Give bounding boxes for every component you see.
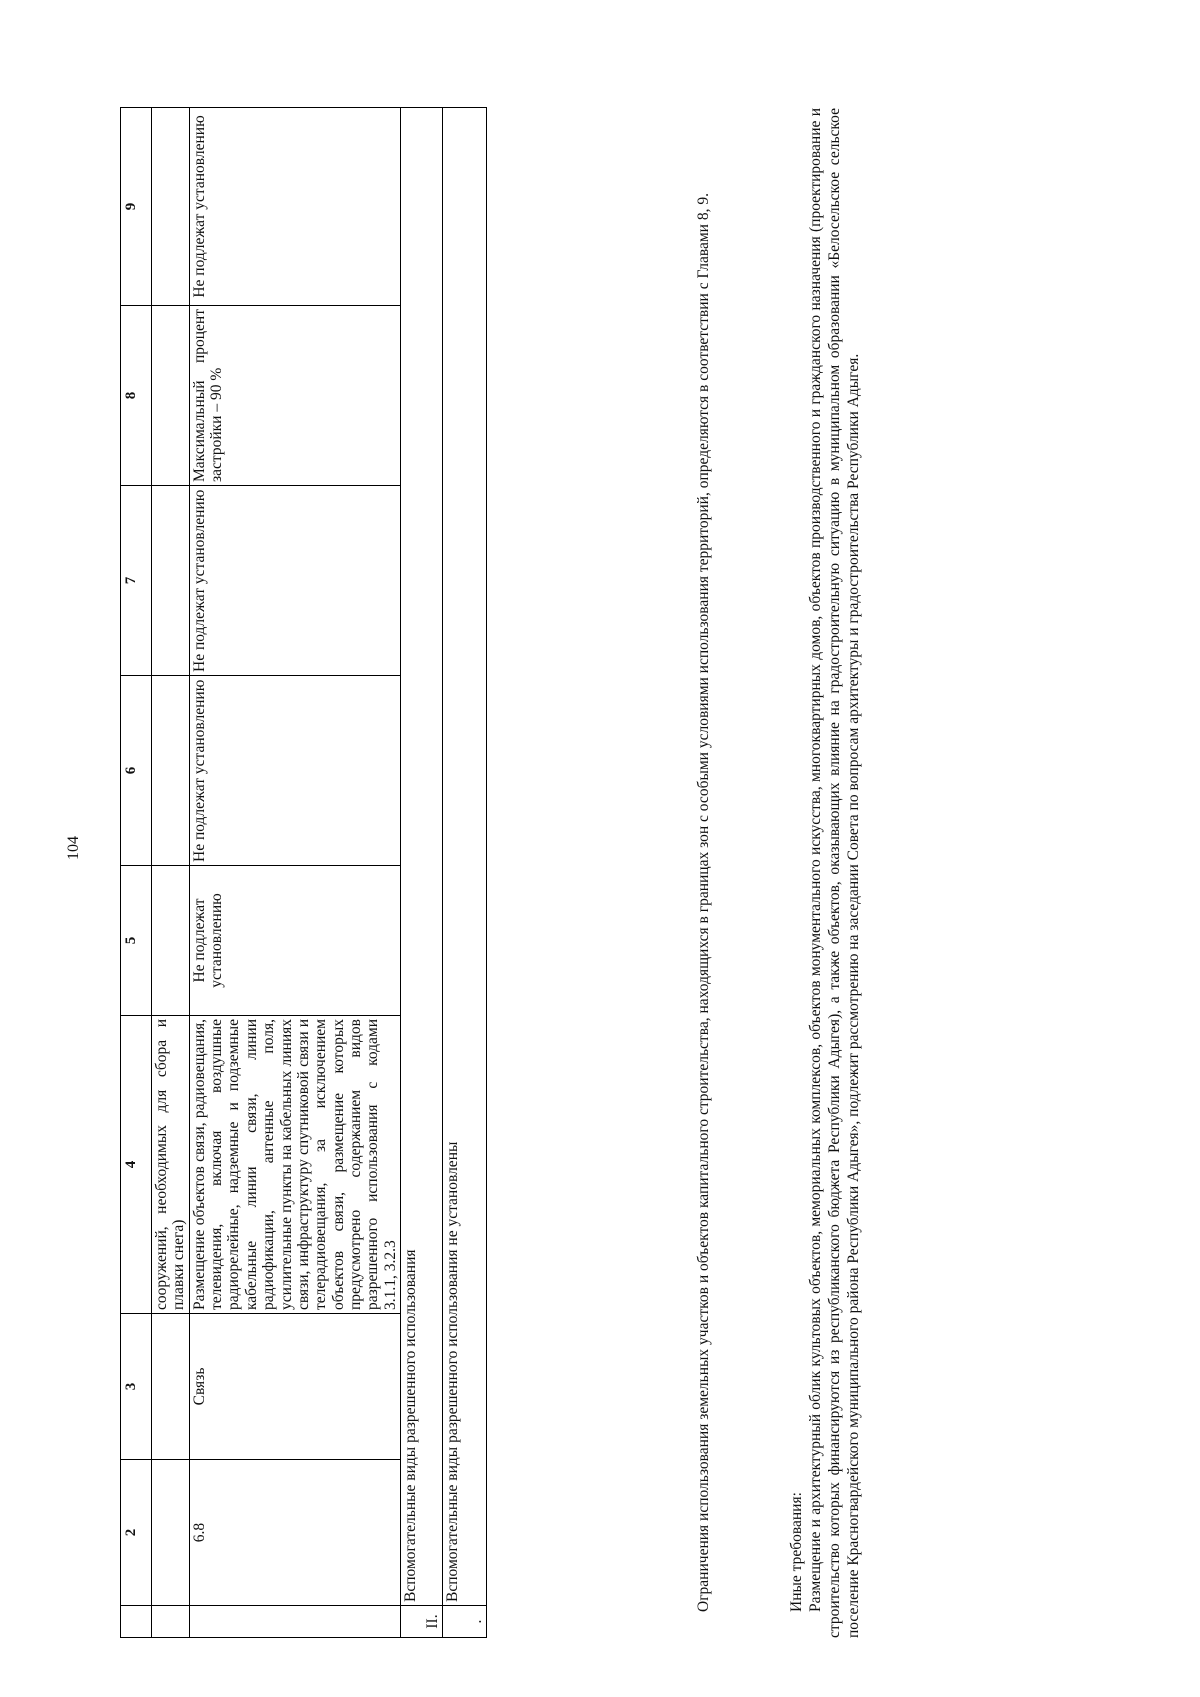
other-requirements-heading: Иные требования:	[788, 1492, 805, 1612]
land-use-regulations-table	[120, 107, 487, 1638]
header-col-4: 4	[121, 1016, 152, 1314]
cell-empty	[152, 1314, 190, 1460]
cell-col-7: Не подлежат установлению	[189, 486, 400, 676]
cell-code: 6.8	[189, 1460, 400, 1606]
section-note: Вспомогательные виды разрешенного использования не установлены	[443, 108, 487, 1606]
header-col-7: 7	[121, 486, 152, 676]
cell-empty	[152, 306, 190, 486]
header-col-6: 6	[121, 676, 152, 866]
restrictions-paragraph: Ограничения использования земельных участков и объектов капитального строительства, находящихся в границах зон с особыми условиями использования территорий, определяются в соответствии с Главами 8, 9.	[695, 193, 712, 1612]
header-col-9: 9	[121, 108, 152, 306]
table-row-communication	[189, 108, 400, 1638]
cell-empty	[152, 676, 190, 866]
cell-use-name: Связь	[189, 1314, 400, 1460]
section-title: Вспомогательные виды разрешенного использования	[401, 108, 443, 1606]
table-row-section-2-note	[443, 108, 487, 1638]
cell-col-6: Не подлежат установлению	[189, 676, 400, 866]
cell-row-number	[189, 1606, 400, 1638]
table-row-section-2	[401, 108, 443, 1638]
cell-col-8: Максимальный процент застройки – 90 %	[189, 306, 400, 486]
cell-continuation-description: сооружений, необходимых для сбора и плавки снега)	[152, 1016, 190, 1314]
cell-empty	[152, 486, 190, 676]
cell-empty	[152, 866, 190, 1016]
rotated-page-content	[120, 78, 1100, 1638]
table-header-row	[121, 108, 152, 1638]
page-number: 104	[65, 836, 82, 860]
cell-col-9: Не подлежат установлению	[189, 108, 400, 306]
cell-use-description: Размещение объектов связи, радиовещания, телевидения, включая воздушные радиорелейные, надземные и подземные кабельные линии связи, линии радиофикации, антенные поля, усилительные пункты на кабельных линиях связи, инфраструктуру спутниковой связи и телерадиовещания, за исключением объектов связи, размещение которых предусмотрено содержанием видов разрешенного использования с кодами 3.1.1, 3.2.3	[189, 1016, 400, 1314]
header-col-2: 2	[121, 1460, 152, 1606]
header-col-3: 3	[121, 1314, 152, 1460]
header-col-1	[121, 1606, 152, 1638]
section-dot: .	[443, 1606, 487, 1638]
other-requirements	[788, 108, 864, 1638]
section-number: II.	[401, 1606, 443, 1638]
header-col-5: 5	[121, 866, 152, 1016]
cell-empty	[152, 1606, 190, 1638]
cell-col-5: Не подлежат установлению	[189, 866, 400, 1016]
header-col-8: 8	[121, 306, 152, 486]
cell-empty	[152, 1460, 190, 1606]
cell-empty	[152, 108, 190, 306]
other-requirements-text: Размещение и архитектурный облик культовых объектов, мемориальных комплексов, объектов монументального искусства, многоквартирных домов, объектов производственного и гражданского назначения (проектирование и строительство которых финансируются из республиканского бюджета Республики Адыгея), а также объектов, оказывающих влияние на градостроительную ситуацию в муниципальном образовании «Белосельское сельское поселение Красногвардейского муниципального района Республики Адыгея», подлежит рассмотрению на заседании Совета по вопросам архитектуры и градостроительства Республики Адыгея.	[806, 108, 862, 1638]
table-row-continuation	[152, 108, 190, 1638]
